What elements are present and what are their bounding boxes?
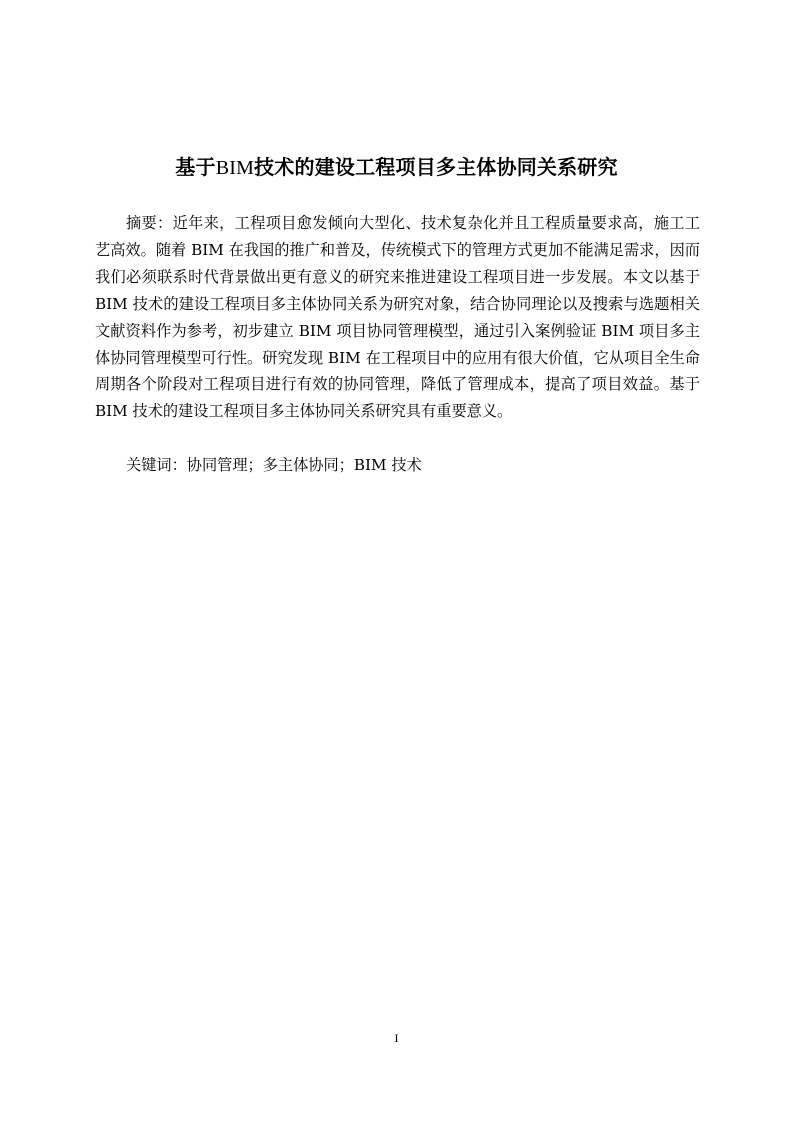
abstract-text: 近年来，工程项目愈发倾向大型化、技术复杂化并且工程质量要求高，施工工艺高效。随着 BIM 在我国的推广和普及，传统模式下的管理方式更加不能满足需求，因而我们必须联系时代背景做出更有意义的研究来推进建设工程项目进一步发展。本文以基于 BIM 技术的建设工程项目多主体协同关系为研究对象，结合协同理论以及搜索与选题相关文献资料作为参考，初步建立 BIM 项目协同管理模型，通过引入案例验证 BIM 项目多主体协同管理模型可行性。研究发现 BIM 在工程项目中的应用有很大价值，它从项目全生命周期各个阶段对工程项目进行有效的协同管理，降低了管理成本，提高了项目效益。基于 BIM 技术的建设工程项目多主体协同关系研究具有重要意义。	[95, 214, 701, 421]
title-prefix: 基于	[175, 155, 216, 179]
document-title	[0, 152, 793, 183]
keywords-line	[126, 452, 700, 478]
title-suffix: 技术的建设工程项目多主体协同关系研究	[254, 155, 618, 179]
abstract-paragraph	[95, 210, 700, 425]
page-number: I	[394, 1031, 399, 1045]
abstract-label: 摘要：	[126, 214, 173, 232]
title-latin: BIM	[215, 157, 255, 179]
keywords-text: 协同管理；多主体协同；BIM 技术	[186, 456, 422, 474]
keywords-label: 关键词：	[126, 456, 187, 474]
